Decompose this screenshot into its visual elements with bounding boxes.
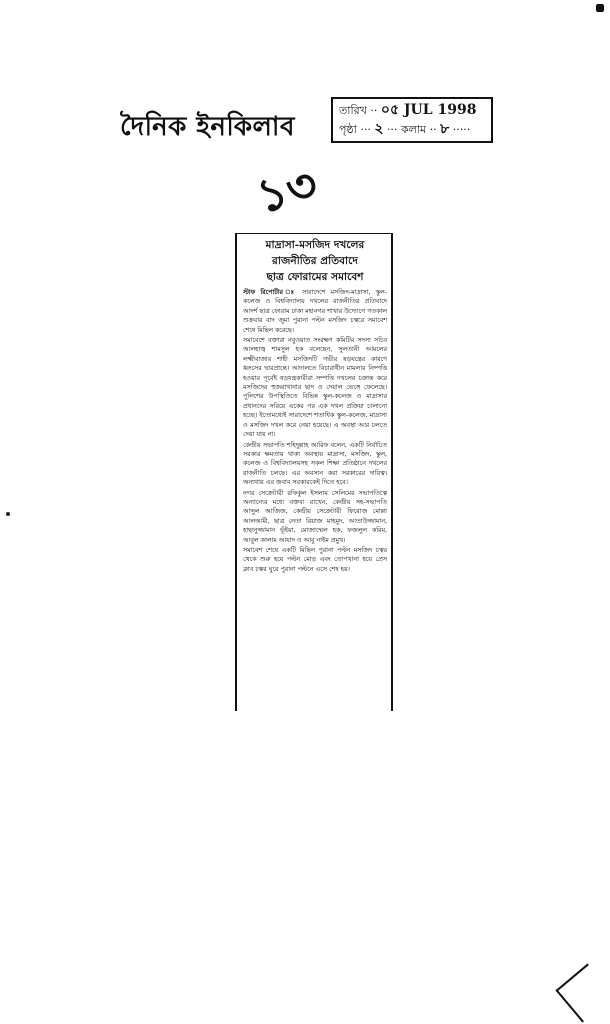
corner-mark	[596, 4, 604, 12]
paragraph-text: সারাদেশে মসজিদ-মাদ্রাসা, স্কুল-কলেজ ও বিশ্ববিদ্যালয় দখলের রাজনীতির প্রতিবাদে আদর্শ ছাত্র ফোরাম ঢাকা মহানগর শাখার উদ্যোগে গতকাল শুক্রবার বাদ জুমা পুরানা পল্টন মসজিদ চত্বরে সমাবেশ শেষে মিছিল করেছে।	[243, 289, 387, 334]
stamp-column-value: ৮	[440, 121, 450, 137]
stamp-page-label: পৃষ্ঠা	[339, 123, 357, 136]
stamp-date-label: তারিখ	[339, 104, 367, 117]
stamp-date-value: ০৫ JUL 1998	[380, 102, 477, 118]
archive-stamp	[331, 97, 493, 143]
article-paragraph: সমাবেশে বক্তারা নবুওয়াত সংরক্ষণ কমিটির সদস্য সচিব আলহাজ্ব শামসুল হক বলেছেন, সুলতানী আমলের লক্ষ্মীবাজার শাহী মসজিদটি গভীর ষড়যন্ত্রের কারণে ধ্বংসের দ্বারপ্রান্তে। আদালতে বিচারাধীন মামলার নিষ্পত্তি হওয়ার পূর্বেই ষড়যন্ত্রকারীরা সম্পত্তি দখলের চক্রান্ত করে মসজিদের হুজরাখানার ছাদ ও দেয়াল ভেঙ্গে ফেলেছে। পুলিশের উপস্থিতিতে বিভিন্ন স্কুল-কলেজ ও মাদ্রাসার প্রধানদের সরিয়ে একের পর এক দখল প্রক্রিয়া চালানো হচ্ছে। ইতোমধ্যেই সারাদেশে শতাধিক স্কুল-কলেজ, মাদ্রাসা ও মসজিদ দখল করে নেয়া হয়েছে। এ অবস্থা আর চলতে দেয়া যায় না।	[243, 337, 387, 439]
article-body	[243, 288, 387, 574]
stamp-page-row: পৃষ্ঠা ··· ২ ··· কলাম ·· ৮ ·····	[339, 121, 471, 137]
headline-line: ছাত্র ফোরামের সমাবেশ	[266, 271, 364, 283]
page-right-edge	[574, 0, 610, 1024]
headline-line: রাজনীতির প্রতিবাদে	[272, 255, 358, 267]
article-paragraph: নগর সেক্রেটারী রফিকুল ইসলাম সেলিমের সভাপতিত্বে অন্যান্যের মধ্যে বক্তব্য রাখেন, কেন্দ্রীয় সহ-সভাপতি আব্দুল আজিজ, কেন্দ্রীয় সেক্রেটারী ফিরোজ মোল্লা আলআমী, ছাত্র নেতা রিয়াজ মাহমুদ, আতাউজ্জামান, হাছানুজ্জামান ভূঁইয়া, মোজাম্মেল হক, ফজলুল করিম, আবুল কালাম আযাদ ও আবু নাইম প্রমুখ।	[243, 489, 387, 544]
punch-mark	[6, 512, 10, 516]
newspaper-masthead: দৈনিক ইনকিলাব	[120, 112, 295, 142]
article-paragraph: কেন্দ্রীয় সভাপতি শহিদুল্লাহ আরিফ বলেন, একটি নির্বাচিত সরকার ক্ষমতায় থাকা অবস্থায় মাদ্রাসা, মসজিদ, স্কুল, কলেজ ও বিশ্ববিদ্যালয়সহ সকল শিক্ষা প্রতিষ্ঠানে দখলের রাজনীতি চলছে। এর অবসান করা সরকারের দায়িত্ব। অন্যথায় এর জবাব সরকারকেই দিতে হবে।	[243, 441, 387, 487]
article-headline	[243, 237, 387, 285]
stamp-page-value: ২	[374, 121, 384, 137]
handwritten-number: ১৩	[251, 156, 323, 224]
stamp-date-row: তারিখ ·· ০৫ JUL 1998	[339, 102, 477, 118]
headline-line: মাদ্রাসা-মসজিদ দখলের	[265, 239, 365, 251]
article-paragraph: সমাবেশ শেষে একটি মিছিল পুরানা পল্টন মসজিদ চত্বর থেকে শুরু হয়ে পল্টন মোড় এবং তোপখানা হয়ে প্রেস ক্লাব চত্বর ঘুরে পুরানা পল্টনে এসে শেষ হয়।	[243, 546, 387, 573]
article-byline: স্টাফ রিপোর্টার ঃ	[243, 289, 298, 296]
article-paragraph	[243, 288, 387, 335]
stamp-column-label: কলাম	[400, 123, 427, 136]
news-clipping	[235, 233, 393, 711]
